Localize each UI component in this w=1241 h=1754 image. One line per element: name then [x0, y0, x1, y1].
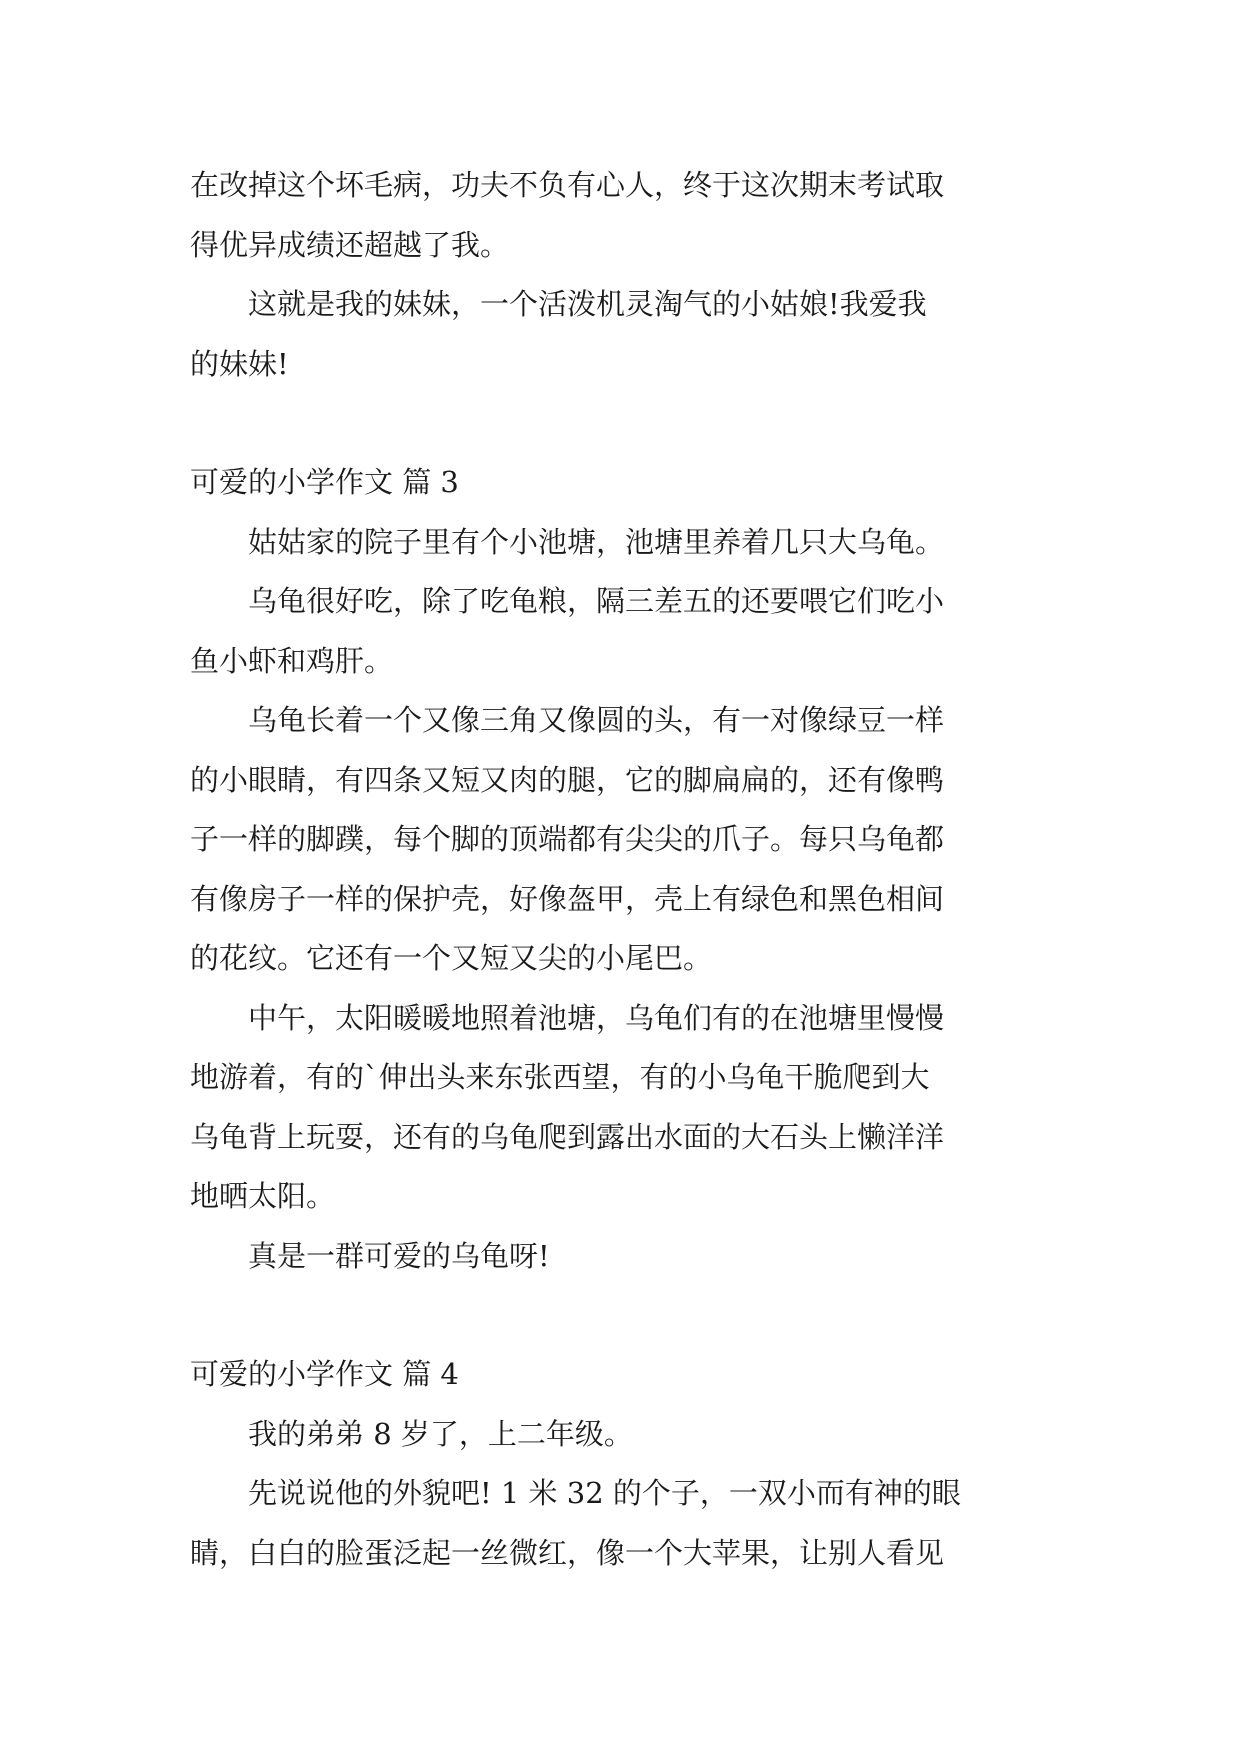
text-line: 地晒太阳。 — [190, 1179, 336, 1213]
text-line: 的花纹。它还有一个又短又尖的小尾巴。 — [190, 941, 713, 975]
text-line: 的小眼睛，有四条又短又肉的腿，它的脚扁扁的，还有像鸭 — [190, 762, 945, 797]
paragraph — [190, 1464, 1060, 1583]
text-line: 鱼小虾和鸡肝。 — [190, 643, 394, 678]
text-line: 先说说他的外貌吧! 1 米 32 的个子，一双小而有神的眼 — [248, 1476, 961, 1510]
paragraph — [190, 1405, 1060, 1465]
paragraph — [190, 1227, 1060, 1287]
text-line: 有像房子一样的保护壳，好像盔甲，壳上有绿色和黑色相间 — [190, 881, 945, 916]
paragraph — [190, 691, 1060, 989]
paragraph — [190, 572, 1060, 691]
text-line: 地游着，有的`伸出头来东张西望，有的小乌龟干脆爬到大 — [190, 1060, 930, 1094]
text-line: 我的弟弟 8 岁了，上二年级。 — [248, 1416, 633, 1451]
paragraph-closing — [190, 275, 1060, 394]
section-heading-3: 可爱的小学作文 篇 3 — [190, 465, 459, 499]
text-line: 的妹妹! — [190, 346, 289, 381]
section-gap — [190, 394, 1060, 453]
paragraph — [190, 989, 1060, 1227]
paragraph-continuation — [190, 156, 1060, 275]
document-body — [190, 156, 1060, 1583]
text-line: 在改掉这个坏毛病，功夫不负有心人，终于这次期末考试取 — [190, 168, 945, 202]
text-line: 中午，太阳暖暖地照着池塘，乌龟们有的在池塘里慢慢 — [248, 1000, 945, 1035]
section-gap — [190, 1286, 1060, 1345]
text-line: 子一样的脚蹼，每个脚的顶端都有尖尖的爪子。每只乌龟都 — [190, 822, 945, 856]
text-line: 乌龟很好吃，除了吃龟粮，隔三差五的还要喂它们吃小 — [248, 584, 945, 618]
text-line: 真是一群可爱的乌龟呀! — [248, 1238, 550, 1273]
text-line: 乌龟长着一个又像三角又像圆的头，有一对像绿豆一样 — [248, 703, 945, 737]
section-heading-4: 可爱的小学作文 篇 4 — [190, 1357, 459, 1391]
text-line: 得优异成绩还超越了我。 — [190, 227, 510, 262]
text-line: 乌龟背上玩耍，还有的乌龟爬到露出水面的大石头上懒洋洋 — [190, 1119, 945, 1154]
text-line: 睛，白白的脸蛋泛起一丝微红，像一个大苹果，让别人看见 — [190, 1535, 945, 1570]
text-line: 姑姑家的院子里有个小池塘，池塘里养着几只大乌龟。 — [248, 524, 945, 559]
text-line: 这就是我的妹妹，一个活泼机灵淘气的小姑娘!我爱我 — [248, 287, 927, 321]
paragraph — [190, 513, 1060, 573]
